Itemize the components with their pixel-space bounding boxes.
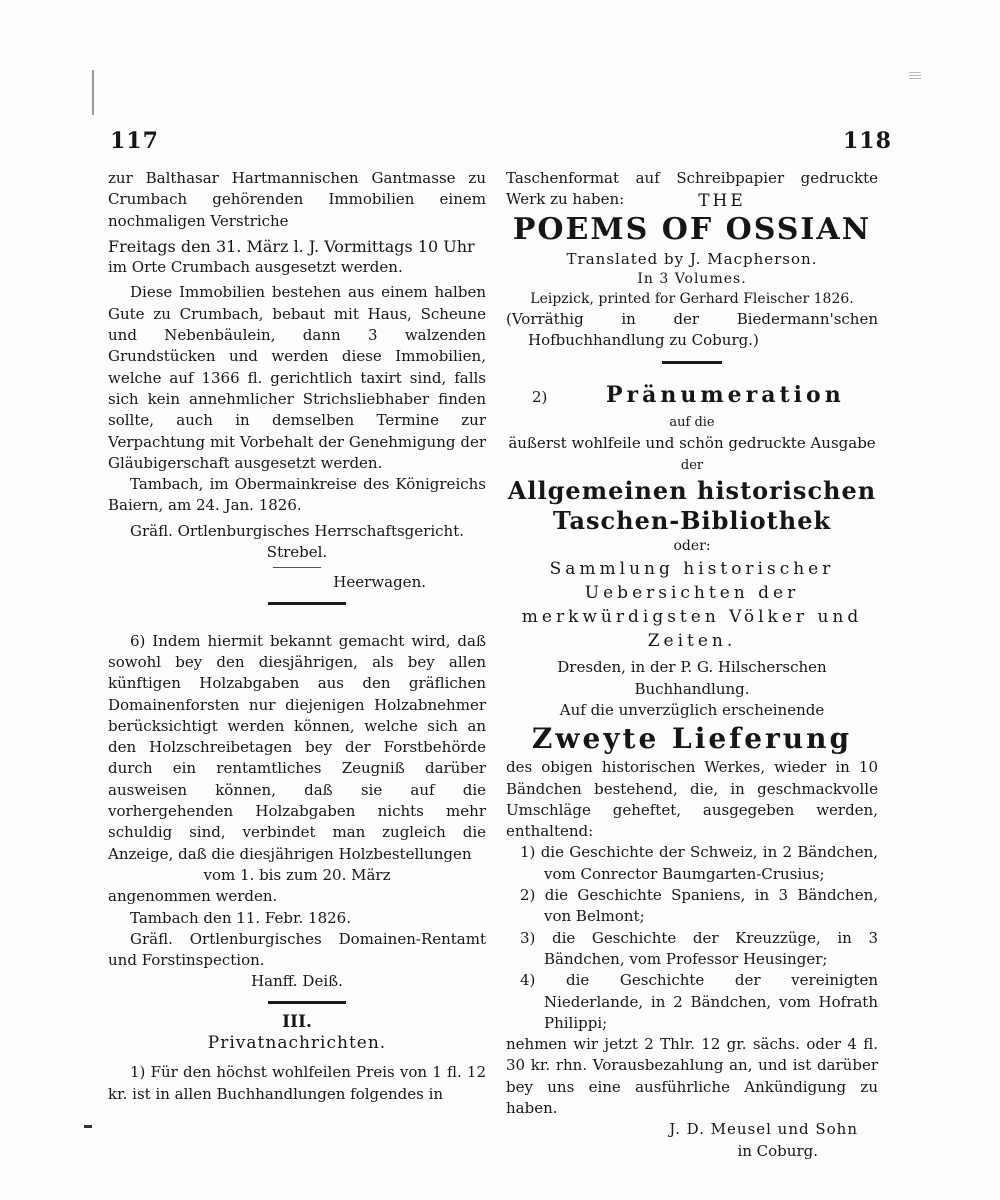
page-number-left: 117 — [110, 128, 159, 154]
second-delivery-title: Zweyte Lieferung — [531, 722, 853, 756]
notice-intro: zur Balthasar Hartmannischen Gantmasse zu Crumbach gehörenden Immobilien einem nochmaligen Verstriche — [108, 169, 486, 230]
signature-heerwagen: Heerwagen. — [333, 573, 426, 592]
contents-item-1: 1) die Geschichte der Schweiz, in 2 Bändchen, vom Conrector Baumgarten-Crusius; — [520, 843, 878, 883]
contents-item-2: 2) die Geschichte Spaniens, in 3 Bändchen, von Belmont; — [520, 886, 878, 926]
period-line: vom 1. bis zum 20. März — [203, 865, 391, 884]
item2-title: Pränumeration — [606, 382, 845, 409]
delivery-description: des obigen historischen Werkes, wieder in 10 Bändchen bestehend, die, in geschmackvolle Umschläge geheftet, ausgegeben werden, enthaltend: — [506, 758, 878, 841]
accepted-line: angenommen werden. — [108, 887, 278, 906]
section-divider-2 — [268, 1001, 346, 1004]
court-name-2: Gräfl. Ortlenburgisches Domainen-Rentamt und Forstinspection. — [108, 929, 486, 970]
publisher-line: Dresden, in der P. G. Hilscherschen Buchhandlung. — [557, 658, 827, 698]
section-title: Privatnachrichten. — [207, 1032, 387, 1053]
publisher-signature-place: in Coburg. — [737, 1141, 818, 1160]
announce-line: Auf die unverzüglich erscheinende — [559, 700, 825, 719]
contents-item-4: 4) die Geschichte der vereinigten Niederlande, in 2 Bändchen, vom Hofrath Philippi; — [520, 971, 878, 1032]
section-number: III. — [282, 1011, 312, 1032]
item2-number: 2) — [532, 388, 548, 407]
place-date-2: Tambach den 11. Febr. 1826. — [130, 908, 351, 927]
item2-heading — [506, 382, 878, 412]
ossian-volumes: In 3 Volumes. — [637, 270, 747, 287]
edition-line: äußerst wohlfeile und schön gedruckte Ausgabe — [508, 434, 876, 453]
property-paragraph: Diese Immobilien bestehen aus einem halben Gute zu Crumbach, bebaut mit Haus, Scheune und Nebenbäulein, dann 3 walzenden Grundstücken und werden diese Immobilien, welche auf 1366 fl. gerichtlich taxirt sind, falls sich kein annehmlicher Strichsliebhaber finden sollte, auch in demselben Termine zur Verpachtung mit Vorbehalt der Genehmigung der Gläubigerschaft ausgesetzt werden. — [108, 283, 486, 472]
section-divider — [268, 602, 346, 605]
ossian-title: POEMS OF OSSIAN — [512, 211, 872, 247]
notice-divider — [662, 361, 722, 364]
margin-rule — [92, 70, 94, 115]
notice-6-paragraph: 6) Indem hiermit bekannt gemacht wird, daß sowohl bey den diesjährigen, als bey allen künftigen Holzabgaben aus den gräflichen Domainenforsten nur diejenigen Holzabnehmer berücksichtigt werden können, welche sich an den Holzschreibetagen bey der Forstbehörde durch ein rentamtliches Zeugniß darüber ausweisen können, daß sie auf die vorhergehenden Holzabgaben nichts mehr schuldig sind, verbindet man zugleich die Anzeige, daß die diesjährigen Holzbestellungen — [108, 631, 486, 863]
signature-hanff-deiss: Hanff. Deiß. — [251, 972, 343, 991]
signature-separator — [273, 567, 321, 568]
ossian-translated: Translated by J. Macpherson. — [566, 249, 818, 268]
edge-mark — [84, 1125, 92, 1128]
oder-label: oder: — [673, 538, 711, 555]
publisher-signature-name: J. D. Meusel und Sohn — [669, 1120, 858, 1139]
collection-title: Sammlung historischer Uebersichten der merkwürdigsten Völker und Zeiten. — [521, 559, 863, 652]
der-label: der — [680, 457, 704, 473]
ossian-printed: Leipzick, printed for Gerhard Fleischer 1826. — [530, 290, 854, 307]
court-name-1: Gräfl. Ortlenburgisches Herrschaftsgericht. — [130, 521, 464, 540]
ossian-the: THE — [698, 190, 746, 211]
place-date-1: Tambach, im Obermainkreise des Königreichs Baiern, am 24. Jan. 1826. — [108, 475, 486, 515]
auf-die: auf die — [669, 415, 715, 431]
auction-date-line: Freitags den 31. März l. J. Vormittags 10 Uhr — [108, 236, 475, 256]
right-column — [506, 168, 878, 1162]
auction-place-line: im Orte Crumbach ausgesetzt werden. — [108, 258, 403, 277]
subscription-terms: nehmen wir jetzt 2 Thlr. 12 gr. sächs. oder 4 fl. 30 kr. rhn. Vorausbezahlung an, und ist darüber bey uns eine ausführliche Ankündigung zu haben. — [506, 1035, 878, 1118]
library-title: Allgemeinen historischen Taschen-Bibliothek — [507, 476, 877, 536]
contents-item-3: 3) die Geschichte der Kreuzzüge, in 3 Bändchen, vom Professor Heusinger; — [520, 928, 878, 968]
left-column — [108, 168, 486, 1105]
scan-mark — [909, 72, 921, 80]
signature-strebel: Strebel. — [266, 543, 328, 562]
ossian-availability: (Vorräthig in der Biedermann'schen Hofbuchhandlung zu Coburg.) — [506, 309, 878, 349]
page-number-right: 118 — [843, 128, 892, 154]
private-notice-1: 1) Für den höchst wohlfeilen Preis von 1 fl. 12 kr. ist in allen Buchhandlungen folgendes in — [108, 1063, 486, 1103]
ossian-intro: Taschenformat auf Schreibpapier gedruckte Werk zu haben: — [506, 169, 878, 209]
